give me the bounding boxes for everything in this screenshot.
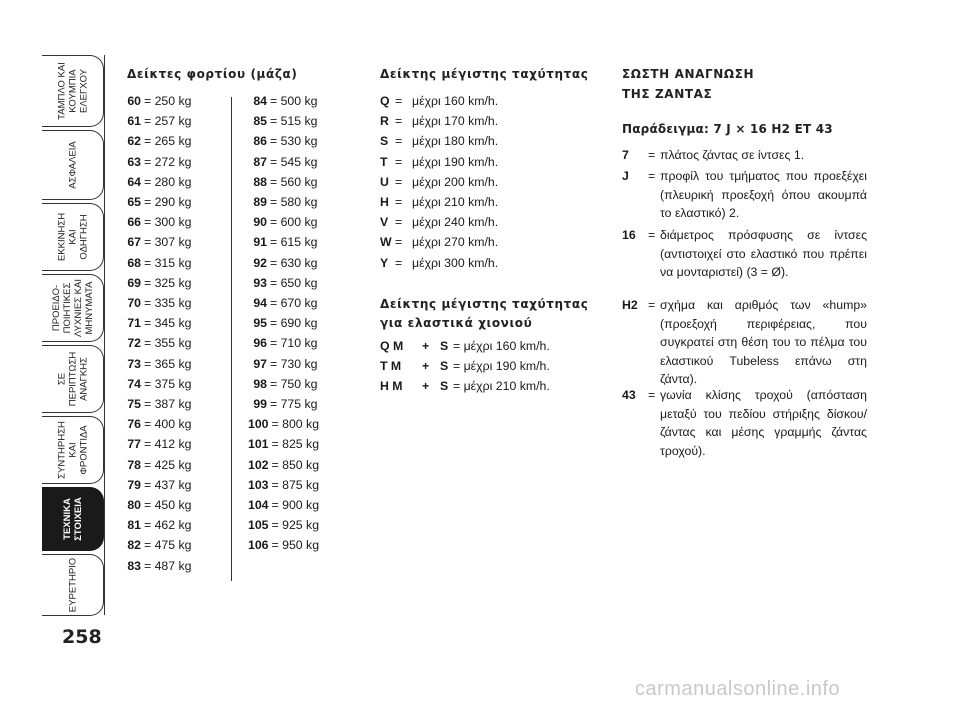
load-index-row	[248, 357, 318, 371]
tyre-reading-title-line2: ΤΗΣ ΖΑΝΤΑΣ	[622, 87, 713, 101]
tyre-definition	[622, 146, 867, 165]
definition-text: σχήμα και αριθμός των «hump» (προεξοχή περιφέρειας, που συγκρατεί στη θέση του το πέλμα του ελαστικού Tubeless επάνω στη ζάντα).	[660, 298, 867, 386]
load-index-row	[127, 235, 192, 249]
load-index-code: 101	[248, 437, 269, 452]
definition-text: γωνία κλίσης τροχού (απόσταση μεταξύ του πεδίου στήριξης δίσκου/ζάντας και μέσης γραμμής ζάντας τροχού).	[660, 388, 867, 458]
definition-text: πλάτος ζάντας σε ίντσες 1.	[660, 148, 805, 162]
load-index-code: 96	[253, 336, 267, 351]
speed-code: T	[380, 154, 388, 169]
snow-code: H M	[380, 379, 403, 394]
load-index-value: = 500 kg	[270, 94, 318, 108]
load-index-value: = 250 kg	[144, 94, 192, 108]
load-index-row	[127, 377, 192, 391]
plus-sign: +	[422, 359, 430, 374]
load-index-row	[127, 175, 192, 189]
equals-sign: =	[395, 154, 403, 169]
load-index-value: = 345 kg	[144, 316, 192, 331]
load-index-code: 65	[127, 195, 141, 209]
load-index-value: = 280 kg	[144, 174, 192, 189]
load-index-code: 99	[253, 397, 267, 411]
load-index-value: = 615 kg	[270, 235, 318, 250]
equals-sign: =	[648, 148, 656, 162]
load-index-row	[127, 155, 192, 169]
tab-label: ΤΕΧΝΙΚΑ ΣΤΟΙΧΕΙΑ	[61, 497, 84, 541]
load-index-code: 87	[253, 154, 267, 169]
plus-sign: +	[422, 379, 430, 394]
snow-value: = μέχρι 190 km/h.	[453, 359, 550, 374]
load-index-value: = 325 kg	[144, 275, 192, 290]
load-index-code: 76	[127, 417, 141, 432]
load-index-row	[127, 134, 192, 148]
tab-warning-lights[interactable]	[42, 274, 104, 342]
load-index-value: = 690 kg	[270, 316, 318, 331]
speed-code: Q	[380, 94, 390, 108]
snow-value: = μέχρι 160 km/h.	[453, 339, 550, 353]
snow-speed-title-line2: για ελαστικά χιονιού	[380, 316, 533, 330]
load-index-value: = 487 kg	[144, 558, 192, 573]
equals-sign: =	[395, 94, 403, 108]
load-index-code: 89	[253, 195, 267, 209]
definition-term: 43	[622, 388, 636, 402]
load-index-code: 97	[253, 356, 267, 371]
speed-value: μέχρι 200 km/h.	[412, 174, 499, 189]
load-index-row	[127, 478, 192, 492]
definition-term: 7	[622, 148, 629, 162]
load-index-row	[248, 114, 318, 128]
load-index-code: 77	[127, 437, 141, 452]
load-index-code: 103	[248, 477, 269, 492]
speed-code: V	[380, 215, 389, 230]
tab-safety[interactable]	[42, 130, 104, 200]
snow-speed-title-line1: Δείκτης μέγιστης ταχύτητας	[380, 297, 589, 311]
load-index-code: 82	[127, 538, 141, 553]
equals-sign: =	[395, 174, 403, 189]
load-index-value: = 425 kg	[144, 457, 192, 472]
load-index-code: 72	[127, 336, 141, 351]
load-index-row	[248, 256, 318, 270]
load-index-code: 88	[253, 174, 267, 189]
load-index-value: = 400 kg	[144, 417, 192, 432]
speed-value: μέχρι 190 km/h.	[412, 154, 499, 169]
load-index-code: 60	[127, 94, 141, 108]
load-index-code: 102	[248, 457, 269, 472]
load-index-value: = 775 kg	[270, 397, 318, 411]
column-divider	[231, 97, 232, 581]
definition-text: διάμετρος πρόσφυσης σε ίντσες (αντιστοιχεί στο ελαστικό που πρέπει να μονταριστεί) (3 = Ø).	[660, 228, 867, 279]
load-index-row	[248, 518, 319, 532]
equals-sign: =	[648, 388, 656, 402]
load-index-code: 66	[127, 215, 141, 230]
load-index-row	[127, 296, 192, 310]
load-index-value: = 257 kg	[144, 114, 192, 129]
load-index-value: = 730 kg	[270, 356, 318, 371]
equals-sign: =	[395, 114, 403, 129]
load-index-row	[127, 498, 192, 512]
speed-code: S	[380, 134, 389, 149]
load-index-value: = 650 kg	[270, 275, 318, 290]
load-index-row	[248, 175, 318, 189]
load-index-row	[248, 296, 318, 310]
load-index-code: 85	[253, 114, 267, 129]
load-index-row	[127, 458, 192, 472]
load-index-row	[127, 336, 192, 350]
load-index-code: 81	[127, 518, 141, 533]
tab-label: ΣΥΝΤΗΡΗΣΗ ΚΑΙ ΦΡΟΝΤΙΔΑ	[56, 421, 89, 479]
tyre-definition	[622, 386, 867, 460]
tab-label: ΑΣΦΑΛΕΙΑ	[67, 141, 78, 189]
speed-value: μέχρι 300 km/h.	[412, 255, 499, 270]
snow-code: Q M	[380, 339, 404, 353]
load-index-value: = 355 kg	[144, 336, 192, 351]
load-index-value: = 600 kg	[270, 215, 318, 230]
sidebar-divider	[104, 55, 105, 615]
load-index-code: 83	[127, 558, 141, 573]
load-index-row	[127, 114, 192, 128]
load-index-row	[127, 518, 192, 532]
load-index-row	[248, 276, 318, 290]
definition-term: J	[622, 169, 629, 183]
tyre-reading-title-line1: ΣΩΣΤΗ ΑΝΑΓΝΩΣΗ	[622, 67, 755, 81]
tab-emergency[interactable]	[42, 345, 104, 413]
definition-term: H2	[622, 298, 638, 312]
watermark: carmanualsonline.info	[635, 678, 841, 700]
load-index-row	[248, 417, 319, 431]
snow-value: = μέχρι 210 km/h.	[453, 379, 550, 394]
plus-sign: +	[422, 339, 430, 353]
load-index-row	[127, 357, 192, 371]
load-index-value: = 450 kg	[144, 498, 192, 512]
load-index-code: 71	[127, 316, 141, 331]
speed-code: W	[380, 235, 392, 250]
load-index-code: 74	[127, 376, 141, 391]
load-index-value: = 630 kg	[270, 255, 318, 270]
load-index-row	[248, 437, 319, 451]
load-index-row	[127, 215, 192, 229]
load-index-code: 93	[253, 275, 267, 290]
load-index-row	[127, 437, 192, 451]
load-index-value: = 850 kg	[271, 457, 320, 472]
load-index-value: = 300 kg	[144, 215, 192, 230]
load-index-code: 75	[127, 397, 141, 411]
load-index-code: 70	[127, 296, 141, 310]
snow-suffix: S	[440, 339, 449, 353]
load-index-code: 84	[253, 94, 267, 108]
load-index-code: 63	[127, 154, 141, 169]
load-index-value: = 335 kg	[144, 296, 192, 310]
load-index-code: 80	[127, 498, 141, 512]
tyre-example: Παράδειγμα: 7 J × 16 H2 ET 43	[622, 122, 833, 136]
tab-label: ΣΕ ΠΕΡΙΠΤΩΣΗ ΑΝΑΓΚΗΣ	[56, 351, 89, 407]
load-index-row	[248, 235, 318, 249]
load-index-value: = 462 kg	[144, 518, 192, 533]
load-index-row	[127, 276, 192, 290]
load-index-code: 64	[127, 174, 141, 189]
load-index-code: 78	[127, 457, 141, 472]
load-index-row	[248, 458, 319, 472]
speed-index-title: Δείκτης μέγιστης ταχύτητας	[380, 67, 589, 81]
tab-label: ΕΥΡΕΤΗΡΙΟ	[67, 557, 78, 613]
load-index-code: 69	[127, 275, 141, 290]
speed-value: μέχρι 170 km/h.	[412, 114, 499, 129]
equals-sign: =	[395, 195, 403, 209]
tab-maintenance-care[interactable]	[42, 416, 104, 484]
load-index-row	[248, 336, 318, 350]
load-index-row	[248, 134, 318, 148]
load-index-code: 98	[253, 376, 267, 391]
load-index-value: = 950 kg	[271, 538, 320, 553]
load-index-row	[127, 316, 192, 330]
load-index-row	[248, 498, 319, 512]
load-index-code: 100	[248, 417, 269, 432]
equals-sign: =	[395, 255, 403, 270]
snow-suffix: S	[440, 379, 449, 394]
load-index-value: = 925 kg	[271, 518, 320, 533]
definition-text: προφίλ του τμήματος που προεξέχει (πλευρική προεξοχή όπου ακουμπά το ελαστικό) 2.	[660, 169, 867, 220]
load-index-code: 106	[248, 538, 269, 553]
load-index-row	[127, 256, 192, 270]
load-index-value: = 750 kg	[270, 376, 318, 391]
load-index-value: = 307 kg	[144, 235, 192, 250]
equals-sign: =	[648, 228, 656, 242]
load-index-row	[248, 316, 318, 330]
definition-term: 16	[622, 228, 636, 242]
load-index-value: = 475 kg	[144, 538, 192, 553]
equals-sign: =	[648, 169, 656, 183]
load-index-row	[127, 195, 192, 209]
load-index-value: = 560 kg	[270, 174, 318, 189]
equals-sign: =	[395, 134, 403, 149]
load-index-value: = 515 kg	[270, 114, 318, 129]
speed-value: μέχρι 240 km/h.	[412, 215, 499, 230]
speed-code: R	[380, 114, 389, 129]
snow-code: T M	[380, 359, 402, 374]
speed-value: μέχρι 210 km/h.	[412, 195, 499, 209]
tab-starting-driving[interactable]	[42, 203, 104, 271]
load-index-row	[248, 215, 318, 229]
load-index-value: = 825 kg	[271, 437, 320, 452]
load-index-row	[248, 397, 318, 411]
tab-label: ΤΑΜΠΛΟ ΚΑΙ ΚΟΥΜΠΙΑ ΕΛΕΓΧΟΥ	[56, 62, 89, 120]
speed-code: H	[380, 195, 389, 209]
tab-label: ΠΡΟΕΙΔΟ- ΠΟΙΗΤΙΚΕΣ ΛΥΧΝΙΕΣ ΚΑΙ ΜΗΝΥΜΑΤΑ	[50, 279, 95, 337]
load-index-value: = 265 kg	[144, 134, 192, 149]
tyre-definition	[622, 167, 867, 223]
load-index-row	[248, 155, 318, 169]
load-index-row	[127, 94, 192, 108]
load-index-code: 67	[127, 235, 141, 250]
tyre-definition	[622, 296, 867, 389]
load-index-value: = 290 kg	[144, 195, 192, 209]
load-index-code: 73	[127, 356, 141, 371]
tab-label: ΕΚΚΙΝΗΣΗ ΚΑΙ ΟΔΗΓΗΣΗ	[56, 212, 89, 262]
load-index-value: = 900 kg	[271, 498, 320, 512]
speed-value: μέχρι 160 km/h.	[412, 94, 499, 108]
load-index-row	[248, 377, 318, 391]
speed-value: μέχρι 180 km/h.	[412, 134, 499, 149]
load-index-code: 68	[127, 255, 141, 270]
load-index-value: = 412 kg	[144, 437, 192, 452]
load-index-title: Δείκτες φορτίου (μάζα)	[127, 67, 298, 81]
load-index-code: 79	[127, 477, 141, 492]
equals-sign: =	[395, 235, 403, 250]
load-index-value: = 437 kg	[144, 477, 192, 492]
load-index-value: = 800 kg	[271, 417, 320, 432]
load-index-row	[248, 478, 319, 492]
speed-code: U	[380, 174, 389, 189]
load-index-value: = 710 kg	[270, 336, 318, 351]
load-index-row	[248, 538, 319, 552]
load-index-code: 92	[253, 255, 267, 270]
load-index-code: 94	[253, 296, 267, 310]
load-index-value: = 670 kg	[270, 296, 318, 310]
load-index-value: = 545 kg	[270, 154, 318, 169]
load-index-value: = 580 kg	[270, 195, 318, 209]
load-index-row	[248, 195, 318, 209]
load-index-value: = 375 kg	[144, 376, 192, 391]
load-index-row	[127, 417, 192, 431]
load-index-value: = 387 kg	[144, 397, 192, 411]
load-index-code: 95	[253, 316, 267, 331]
load-index-row	[248, 94, 318, 108]
load-index-value: = 875 kg	[271, 477, 320, 492]
load-index-code: 105	[248, 518, 269, 533]
tab-index[interactable]	[42, 554, 104, 616]
load-index-value: = 315 kg	[144, 255, 192, 270]
load-index-code: 61	[127, 114, 141, 129]
load-index-row	[127, 538, 192, 552]
load-index-code: 91	[253, 235, 267, 250]
load-index-row	[127, 559, 192, 573]
load-index-value: = 530 kg	[270, 134, 318, 149]
tab-technical-specs[interactable]	[42, 487, 104, 551]
load-index-code: 90	[253, 215, 267, 230]
equals-sign: =	[648, 298, 656, 312]
speed-value: μέχρι 270 km/h.	[412, 235, 499, 250]
load-index-code: 62	[127, 134, 141, 149]
load-index-code: 86	[253, 134, 267, 149]
page-number: 258	[62, 626, 102, 648]
equals-sign: =	[395, 215, 403, 230]
snow-suffix: S	[440, 359, 449, 374]
load-index-value: = 365 kg	[144, 356, 192, 371]
load-index-value: = 272 kg	[144, 154, 192, 169]
tyre-definition	[622, 226, 867, 282]
speed-code: Y	[380, 255, 389, 270]
load-index-code: 104	[248, 498, 269, 512]
tab-dashboard-controls[interactable]	[42, 55, 104, 127]
load-index-row	[127, 397, 192, 411]
